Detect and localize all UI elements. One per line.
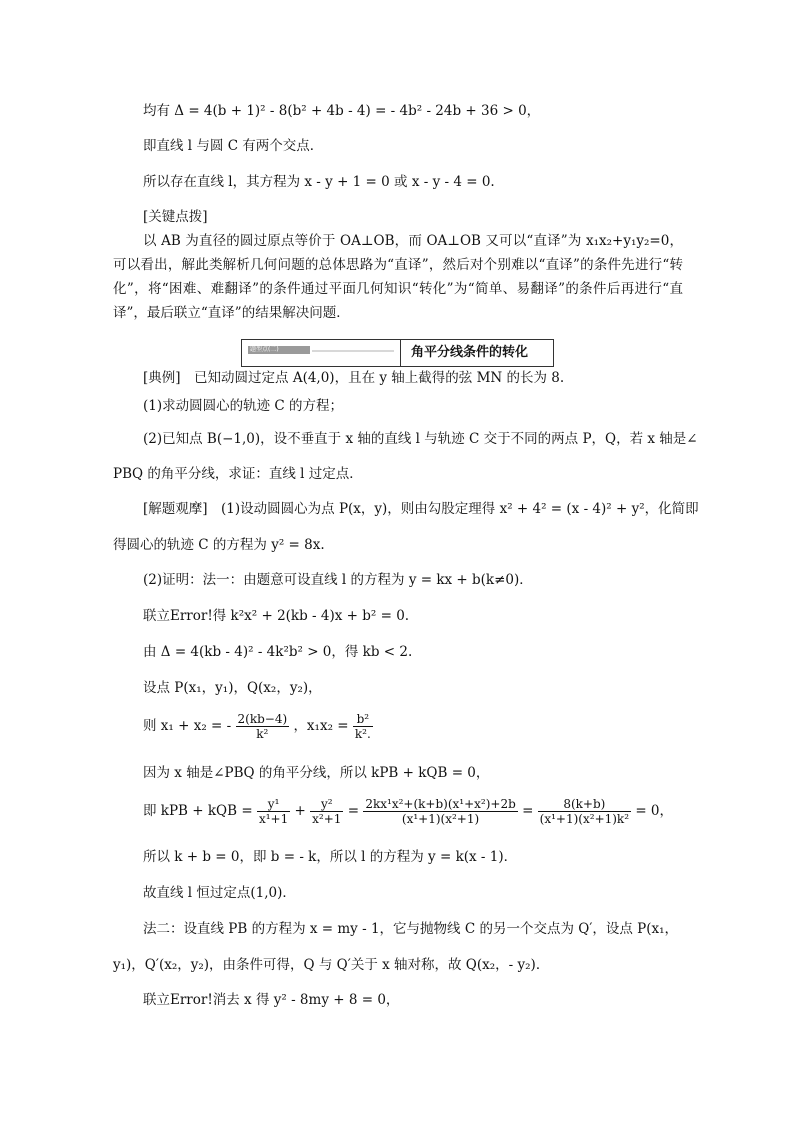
banner-tag [242, 340, 401, 366]
plus-sign: + [294, 803, 306, 819]
vieta-product-label: ，x₁x₂ = [293, 718, 349, 734]
slope-fraction-2 [310, 797, 343, 826]
key-point-paragraph: 以 AB 为直径的圆过原点等价于 OA⊥OB，而 OA⊥OB 又可以“直译”为 x₁x₂+y₁y₂=0，可以看出，解此类解析几何问题的总体思路为“直译”，然后对个别难以“直译”的条件先进行“转化”，将“困难、难翻译”的条件通过平面几何知识“转化”为“简单、易翻译”的条件后再进行“直译”，最后联立“直译”的结果解决问题． [113, 233, 683, 321]
section-banner [241, 339, 554, 367]
proof-combine: 联立Error!得 k²x² + 2(kb - 4)x + b² = 0. [143, 608, 410, 624]
solution-part-1-cont: 得圆心的轨迹 C 的方程为 y² = 8x. [113, 537, 325, 553]
proof-method-2: 法二：设直线 PB 的方程为 x = my - 1，它与抛物线 C 的另一个交点为 Q′，设点 P(x₁， [143, 921, 679, 937]
fraction-denominator: x¹+1 [258, 812, 289, 826]
fraction-denominator: k² [256, 727, 269, 741]
question-1: (1)求动圆圆心的轨迹 C 的方程； [143, 398, 344, 414]
fraction-numerator: 8(k+b) [538, 797, 631, 812]
question-2-cont: PBQ 的角平分线，求证：直线 l 过定点． [113, 466, 363, 482]
fraction-numerator: b² [353, 712, 373, 727]
line-delta-condition: 均有 Δ = 4(b + 1)² - 8(b² + 4b - 4) = - 4b² - 24b + 36 > 0， [143, 103, 541, 119]
vieta-product-fraction [353, 712, 373, 741]
angle-bisector-line: 因为 x 轴是∠PBQ 的角平分线，所以 kPB + kQB = 0， [143, 765, 490, 781]
line-equation-result: 所以 k + b = 0，即 b = - k，所以 l 的方程为 y = k(x - 1)． [143, 849, 518, 865]
proof-set-points: 设点 P(x₁，y₁)，Q(x₂，y₂)， [143, 680, 322, 696]
fraction-denominator: (x¹+1)(x²+1)k² [539, 812, 630, 826]
example-statement: [典例] 已知动圆过定点 A(4,0)，且在 y 轴上截得的弦 MN 的长为 8. [143, 370, 565, 386]
proof-discriminant: 由 Δ = 4(kb - 4)² - 4k²b² > 0，得 kb < 2. [143, 644, 413, 660]
slope-fraction-1 [257, 797, 290, 826]
line-existence-conclusion: 所以存在直线 l，其方程为 x - y + 1 = 0 或 x - y - 4 = 0. [143, 174, 495, 190]
proof-method-2-cont: y₁)，Q′(x₂，y₂)，由条件可得，Q 与 Q′关于 x 轴对称，故 Q(x₂，- y₂)． [113, 957, 550, 973]
banner-rule [312, 350, 394, 352]
proof-method-1: (2)证明：法一：由题意可设直线 l 的方程为 y = kx + b(k≠0)． [143, 572, 533, 588]
solution-part-1: [解题观摩] (1)设动圆圆心为点 P(x，y)，则由勾股定理得 x² + 4² = (x - 4)² + y²，化简即 [143, 501, 699, 517]
fraction-numerator: y¹ [257, 797, 290, 812]
slope-fraction-4 [538, 797, 631, 826]
equals-sign: = [522, 803, 534, 819]
fraction-numerator: 2kx¹x²+(k+b)(x¹+x²)+2b [365, 797, 516, 811]
proof-method-2-combine: 联立Error!消去 x 得 y² - 8my + 8 = 0， [143, 992, 400, 1008]
vieta-sum-label: 则 x₁ + x₂ = - [143, 718, 232, 734]
question-2: (2)已知点 B(−1,0)，设不垂直于 x 轴的直线 l 与轨迹 C 交于不同的两点 P，Q，若 x 轴是∠ [143, 431, 698, 447]
fraction-numerator: 2(kb−4) [237, 712, 288, 726]
fraction-denominator: k². [354, 727, 371, 741]
equals-sign: = [347, 803, 360, 819]
fraction-denominator: (x¹+1)(x²+1) [401, 812, 480, 826]
fraction-numerator: y² [310, 797, 343, 812]
key-point-heading: [关键点拨] [143, 209, 208, 225]
fixed-point-conclusion: 故直线 l 恒过定点(1,0)． [143, 885, 296, 901]
banner-chip: 题型点(二) [248, 346, 310, 354]
fraction-denominator: x²+1 [312, 812, 342, 826]
vieta-sum-fraction [236, 712, 290, 741]
vieta-line [143, 712, 373, 741]
equals-zero: = 0， [635, 803, 674, 819]
banner-title: 角平分线条件的转化 [411, 345, 529, 360]
line-two-intersections: 即直线 l 与圆 C 有两个交点． [143, 138, 324, 154]
slope-sum-label: 即 kPB + kQB = [143, 803, 253, 819]
slope-fraction-3 [363, 797, 517, 826]
slope-sum-line [143, 797, 673, 826]
